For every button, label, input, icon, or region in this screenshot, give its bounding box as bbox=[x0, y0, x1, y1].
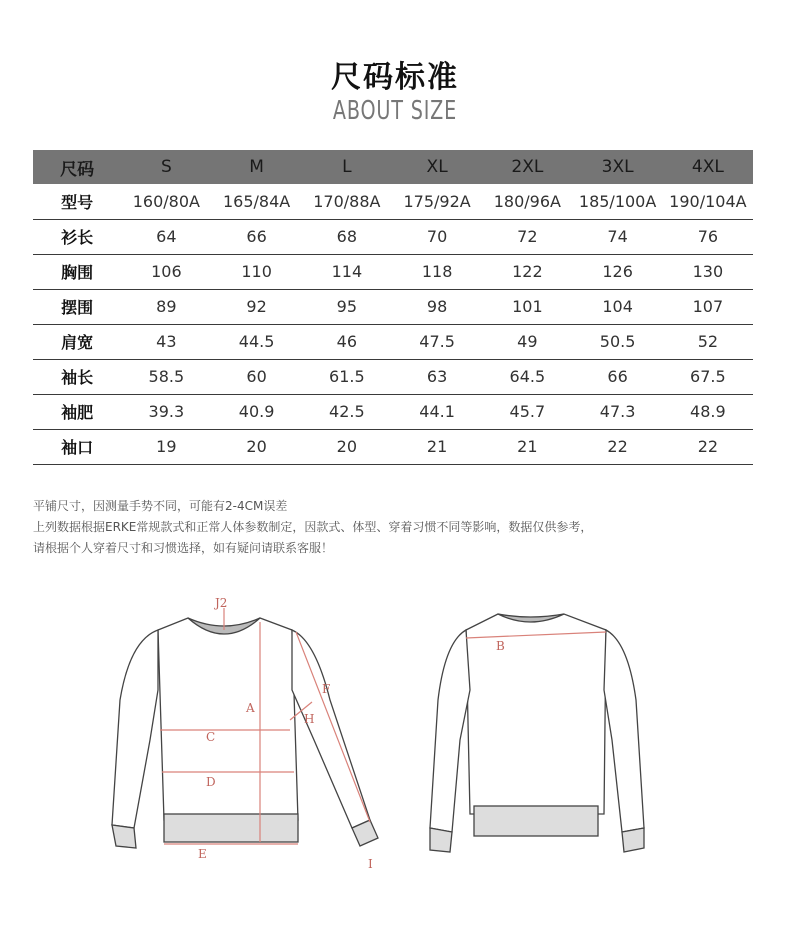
note-line: 上列数据根据ERKE常规款式和正常人体参数制定，因款式、体型、穿着习惯不同等影响，数据仅供参考， bbox=[33, 520, 593, 534]
back-sweater-illustration bbox=[430, 614, 644, 852]
table-cell: 47.3 bbox=[599, 402, 636, 421]
label-j2: J2 bbox=[215, 596, 228, 610]
table-cell: 126 bbox=[602, 262, 633, 281]
row-label: 袖长 bbox=[61, 368, 94, 387]
table-cell: 19 bbox=[156, 437, 177, 456]
table-cell: 66 bbox=[246, 227, 267, 246]
table-cell: 48.9 bbox=[690, 402, 726, 421]
table-cell: 122 bbox=[512, 262, 543, 281]
label-d: D bbox=[206, 775, 216, 789]
table-cell: 50.5 bbox=[599, 332, 636, 351]
table-cell: 66 bbox=[607, 367, 628, 386]
table-cell: 64 bbox=[156, 227, 177, 246]
table-row bbox=[33, 184, 753, 219]
table-cell: 185/100A bbox=[578, 191, 657, 211]
table-cell: 49 bbox=[517, 332, 538, 351]
table-cell: 68 bbox=[336, 227, 358, 246]
table-cell: 43 bbox=[156, 332, 177, 351]
table-cell: 107 bbox=[692, 297, 724, 316]
table-cell: 40.9 bbox=[238, 402, 275, 421]
table-cell: 101 bbox=[512, 297, 543, 316]
size-notes bbox=[33, 496, 592, 559]
table-cell: 114 bbox=[331, 262, 363, 281]
table-cell: 74 bbox=[607, 227, 628, 246]
table-cell: 47.5 bbox=[419, 332, 455, 351]
table-cell: 39.3 bbox=[148, 402, 185, 421]
table-row bbox=[33, 289, 753, 324]
table-cell: 106 bbox=[151, 262, 182, 281]
label-c: C bbox=[206, 730, 216, 744]
table-cell: 76 bbox=[697, 227, 719, 246]
table-cell: 92 bbox=[246, 297, 267, 316]
table-cell: 22 bbox=[697, 437, 719, 456]
header-cell: S bbox=[160, 157, 172, 177]
size-table-header-row bbox=[33, 150, 753, 184]
table-cell: 180/96A bbox=[493, 191, 561, 211]
page-subtitle: ABOUT SIZE bbox=[332, 96, 458, 126]
page-title: 尺码标准 bbox=[331, 60, 459, 95]
table-cell: 70 bbox=[426, 227, 448, 246]
table-cell: 44.5 bbox=[238, 332, 275, 351]
table-cell: 72 bbox=[517, 227, 538, 246]
table-cell: 110 bbox=[241, 262, 272, 281]
table-cell: 20 bbox=[336, 437, 358, 456]
table-cell: 89 bbox=[156, 297, 177, 316]
table-row bbox=[33, 219, 753, 254]
label-a: A bbox=[246, 701, 255, 715]
header-cell: 尺码 bbox=[60, 159, 95, 180]
table-cell: 160/80A bbox=[132, 191, 200, 211]
row-label: 肩宽 bbox=[61, 333, 94, 352]
table-row bbox=[33, 254, 753, 289]
header-cell: 2XL bbox=[511, 157, 544, 177]
table-row bbox=[33, 429, 753, 464]
label-i: I bbox=[368, 857, 373, 871]
table-cell: 190/104A bbox=[669, 191, 747, 211]
table-cell: 58.5 bbox=[148, 367, 185, 386]
label-e: E bbox=[198, 847, 207, 861]
table-cell: 21 bbox=[517, 437, 538, 456]
row-label: 胸围 bbox=[61, 263, 94, 282]
header-cell: M bbox=[249, 157, 264, 177]
table-cell: 170/88A bbox=[313, 191, 381, 211]
row-label: 型号 bbox=[61, 192, 94, 212]
table-cell: 21 bbox=[426, 437, 448, 456]
label-b: B bbox=[496, 639, 505, 653]
row-label: 摆围 bbox=[61, 298, 94, 317]
table-cell: 165/84A bbox=[222, 191, 291, 211]
front-sweater-illustration bbox=[112, 618, 378, 848]
table-cell: 46 bbox=[336, 332, 358, 351]
row-label: 袖口 bbox=[61, 438, 94, 457]
table-row bbox=[33, 394, 753, 429]
table-cell: 64.5 bbox=[509, 367, 546, 386]
table-cell: 20 bbox=[246, 437, 267, 456]
table-cell: 175/92A bbox=[403, 191, 471, 211]
table-cell: 60 bbox=[246, 367, 267, 386]
size-table bbox=[33, 150, 753, 465]
note-line: 请根据个人穿着尺寸和习惯选择，如有疑问请联系客服！ bbox=[33, 541, 334, 555]
header-cell: XL bbox=[426, 157, 448, 177]
table-cell: 130 bbox=[692, 262, 724, 281]
table-cell: 67.5 bbox=[690, 367, 726, 386]
table-cell: 52 bbox=[697, 332, 719, 351]
header-cell: 3XL bbox=[601, 157, 634, 177]
measurement-diagram bbox=[100, 590, 660, 880]
table-cell: 95 bbox=[336, 297, 358, 316]
table-cell: 42.5 bbox=[329, 402, 365, 421]
table-cell: 98 bbox=[426, 297, 448, 316]
note-line: 平铺尺寸，因测量手势不同，可能有2-4CM误差 bbox=[33, 499, 288, 513]
table-cell: 22 bbox=[607, 437, 628, 456]
row-label: 袖肥 bbox=[61, 403, 94, 422]
header-cell: 4XL bbox=[691, 157, 724, 177]
row-label: 衫长 bbox=[61, 228, 94, 247]
table-cell: 118 bbox=[421, 262, 453, 281]
header-cell: L bbox=[342, 157, 352, 177]
table-row bbox=[33, 359, 753, 394]
label-f: F bbox=[322, 682, 331, 696]
label-h: H bbox=[304, 712, 315, 726]
table-row bbox=[33, 324, 753, 359]
table-cell: 63 bbox=[426, 367, 448, 386]
table-cell: 104 bbox=[602, 297, 633, 316]
table-cell: 61.5 bbox=[329, 367, 365, 386]
table-cell: 44.1 bbox=[419, 402, 455, 421]
table-cell: 45.7 bbox=[509, 402, 546, 421]
